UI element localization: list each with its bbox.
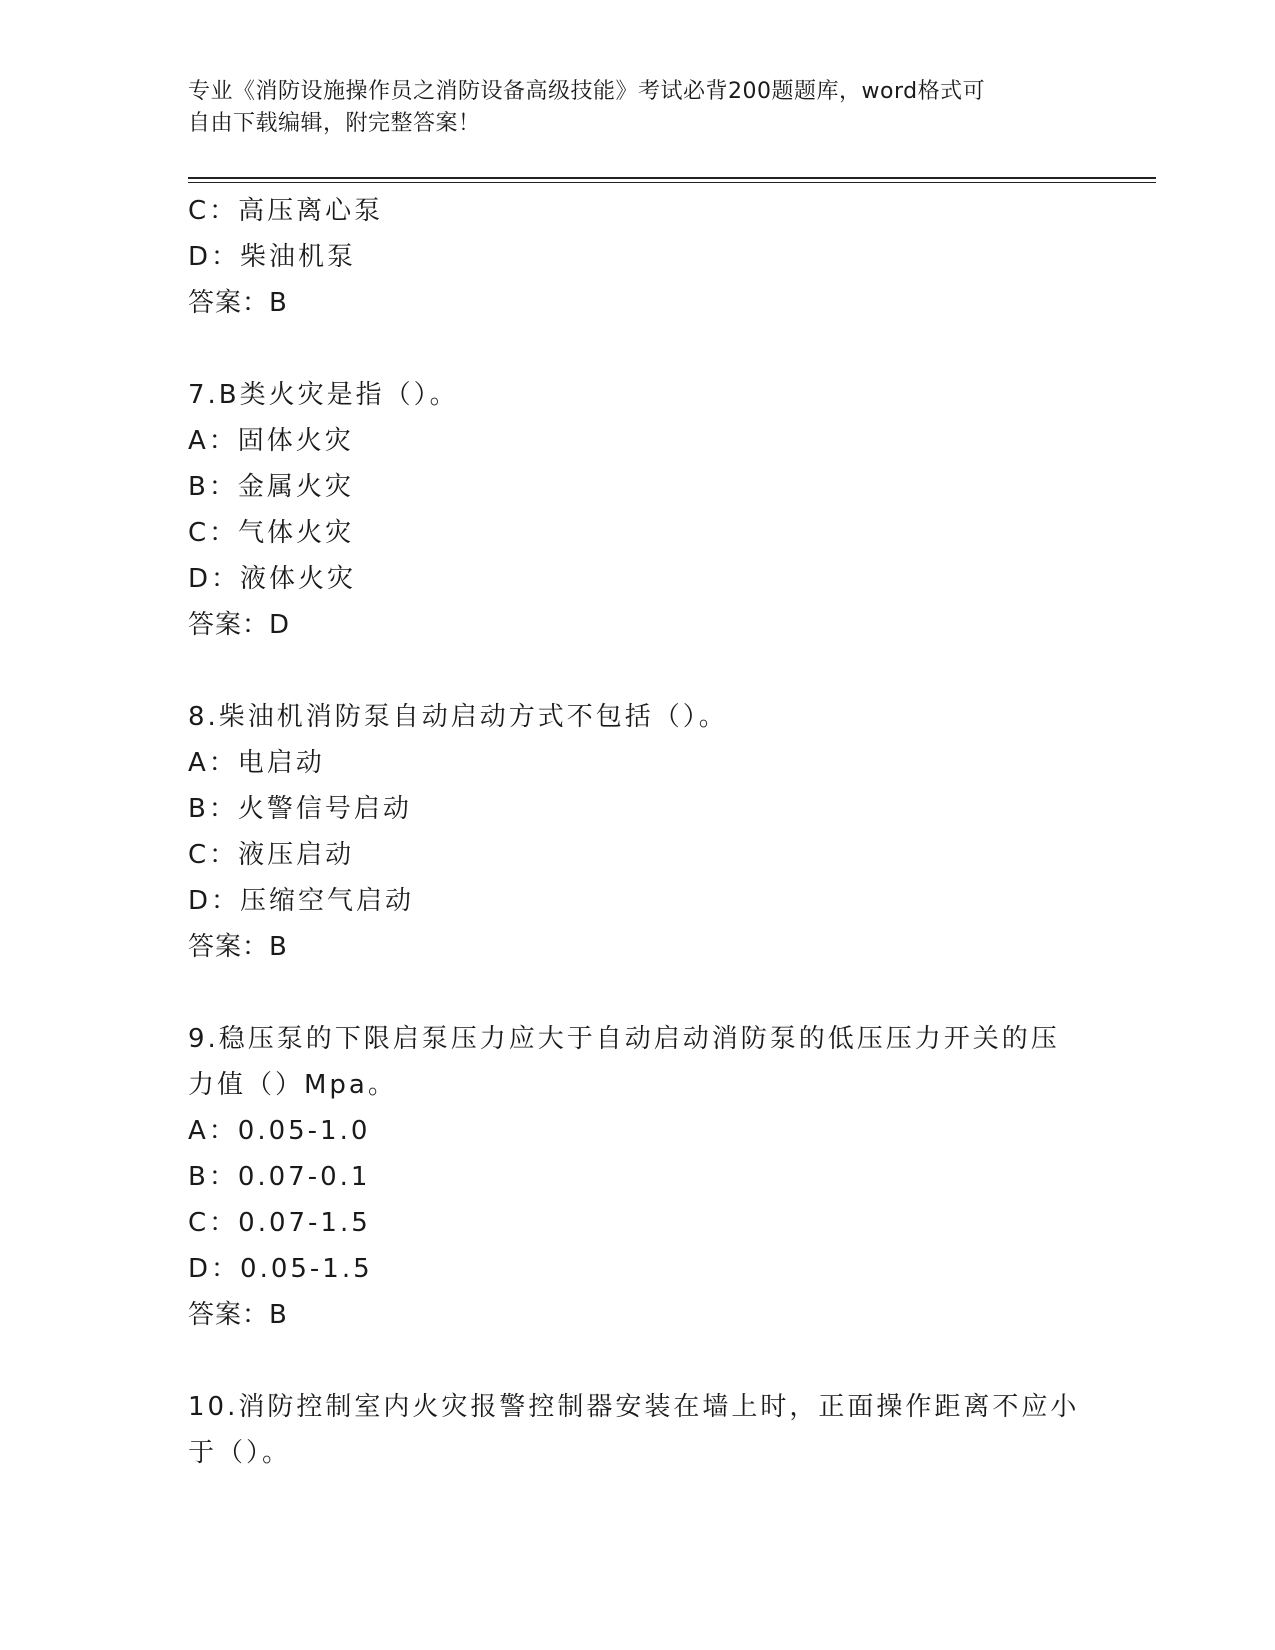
option-c: C：液压启动	[188, 840, 355, 870]
question-9	[188, 1016, 1088, 1338]
question-text: 7.B类火灾是指（）。	[188, 380, 459, 410]
question-text-line1: 10.消防控制室内火灾报警控制器安装在墙上时，正面操作距离不应小	[188, 1392, 1080, 1422]
question-10	[188, 1384, 1088, 1476]
header-divider-bottom	[188, 182, 1156, 183]
spacer	[188, 1338, 1088, 1384]
answer-line: 答案：B	[188, 1300, 288, 1330]
option-a: A：0.05-1.0	[188, 1116, 371, 1146]
option-d: D：压缩空气启动	[188, 886, 415, 916]
question-text-line2: 力值（）Mpa。	[188, 1070, 397, 1100]
answer-line: 答案：B	[188, 932, 288, 962]
question-text-line2: 于（）。	[188, 1438, 292, 1468]
question-text-line1: 9.稳压泵的下限启泵压力应大于自动启动消防泵的低压压力开关的压	[188, 1024, 1060, 1054]
option-c: C：0.07-1.5	[188, 1208, 371, 1238]
option-c: C：气体火灾	[188, 518, 355, 548]
question-8	[188, 694, 1088, 970]
option-d: D：柴油机泵	[188, 242, 357, 272]
option-b: B：火警信号启动	[188, 794, 412, 824]
option-c: C：高压离心泵	[188, 196, 384, 226]
answer-line: 答案：D	[188, 610, 291, 640]
option-a: A：电启动	[188, 748, 325, 778]
spacer	[188, 648, 1088, 694]
document-body	[188, 188, 1088, 1476]
option-d: D：0.05-1.5	[188, 1254, 373, 1284]
header-title-line1: 专业《消防设施操作员之消防设备高级技能》考试必背200题题库，word格式可	[188, 79, 986, 104]
option-d: D：液体火灾	[188, 564, 357, 594]
page-header	[188, 76, 1068, 140]
option-a: A：固体火灾	[188, 426, 354, 456]
spacer	[188, 970, 1088, 1016]
option-b: B：0.07-0.1	[188, 1162, 371, 1192]
option-b: B：金属火灾	[188, 472, 354, 502]
spacer	[188, 326, 1088, 372]
header-title-line2: 自由下载编辑，附完整答案！	[188, 111, 481, 136]
answer-line: 答案：B	[188, 288, 288, 318]
question-text: 8.柴油机消防泵自动启动方式不包括（）。	[188, 702, 728, 732]
question-7	[188, 372, 1088, 648]
header-divider-top	[188, 177, 1156, 179]
